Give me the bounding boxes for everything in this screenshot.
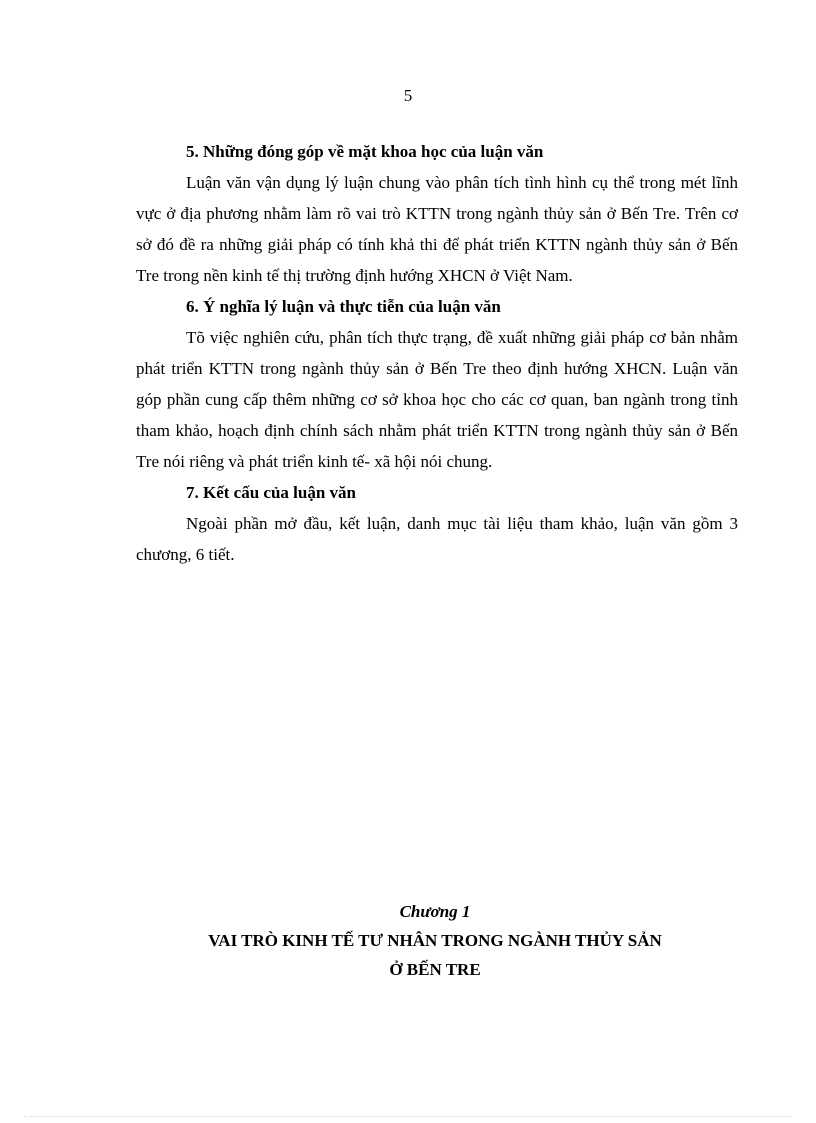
chapter-title-line-1: VAI TRÒ KINH TẾ TƯ NHÂN TRONG NGÀNH THỦY SẢN (208, 931, 662, 950)
section-paragraph-significance: Tõ việc nghiên cứu, phân tích thực trạng, đề xuất những giải pháp cơ bản nhằm phát triển KTTN trong ngành thủy sản ở Bến Tre theo định hướng XHCN. Luận văn góp phần cung cấp thêm những cơ sở khoa học cho các cơ quan, ban ngành trong tỉnh tham khảo, hoạch định chính sách nhằm phát triển KTTN trong ngành thủy sản ở Bến Tre nói riêng và phát triển kinh tế- xã hội nói chung. (136, 328, 738, 471)
chapter-title-line-2: Ở BẾN TRE (389, 960, 481, 979)
section-paragraph-structure: Ngoài phần mở đầu, kết luận, danh mục tài liệu tham khảo, luận văn gồm 3 chương, 6 tiết. (136, 514, 738, 564)
page-number: 5 (403, 86, 413, 105)
chapter-heading (0, 897, 816, 984)
section-paragraph-contributions: Luận văn vận dụng lý luận chung vào phân tích tình hình cụ thể trong mét lĩnh vực ở địa phương nhằm làm rõ vai trò KTTN trong ngành thủy sản ở Bến Tre. Trên cơ sở đó đề ra những giải pháp có tính khả thi để phát triển KTTN ngành thủy sản ở Bến Tre trong nền kinh tế thị trường định hướng XHCN ở Việt Nam. (136, 173, 738, 285)
section-heading-contributions: 5. Những đóng góp về mặt khoa học của luận văn (186, 142, 544, 161)
page-bottom-divider (24, 1116, 792, 1117)
section-heading-significance: 6. Ý nghĩa lý luận và thực tiễn của luận văn (186, 297, 501, 316)
document-body (136, 136, 738, 570)
section-heading-structure: 7. Kết cấu của luận văn (186, 483, 357, 502)
chapter-label: Chương 1 (399, 902, 471, 921)
